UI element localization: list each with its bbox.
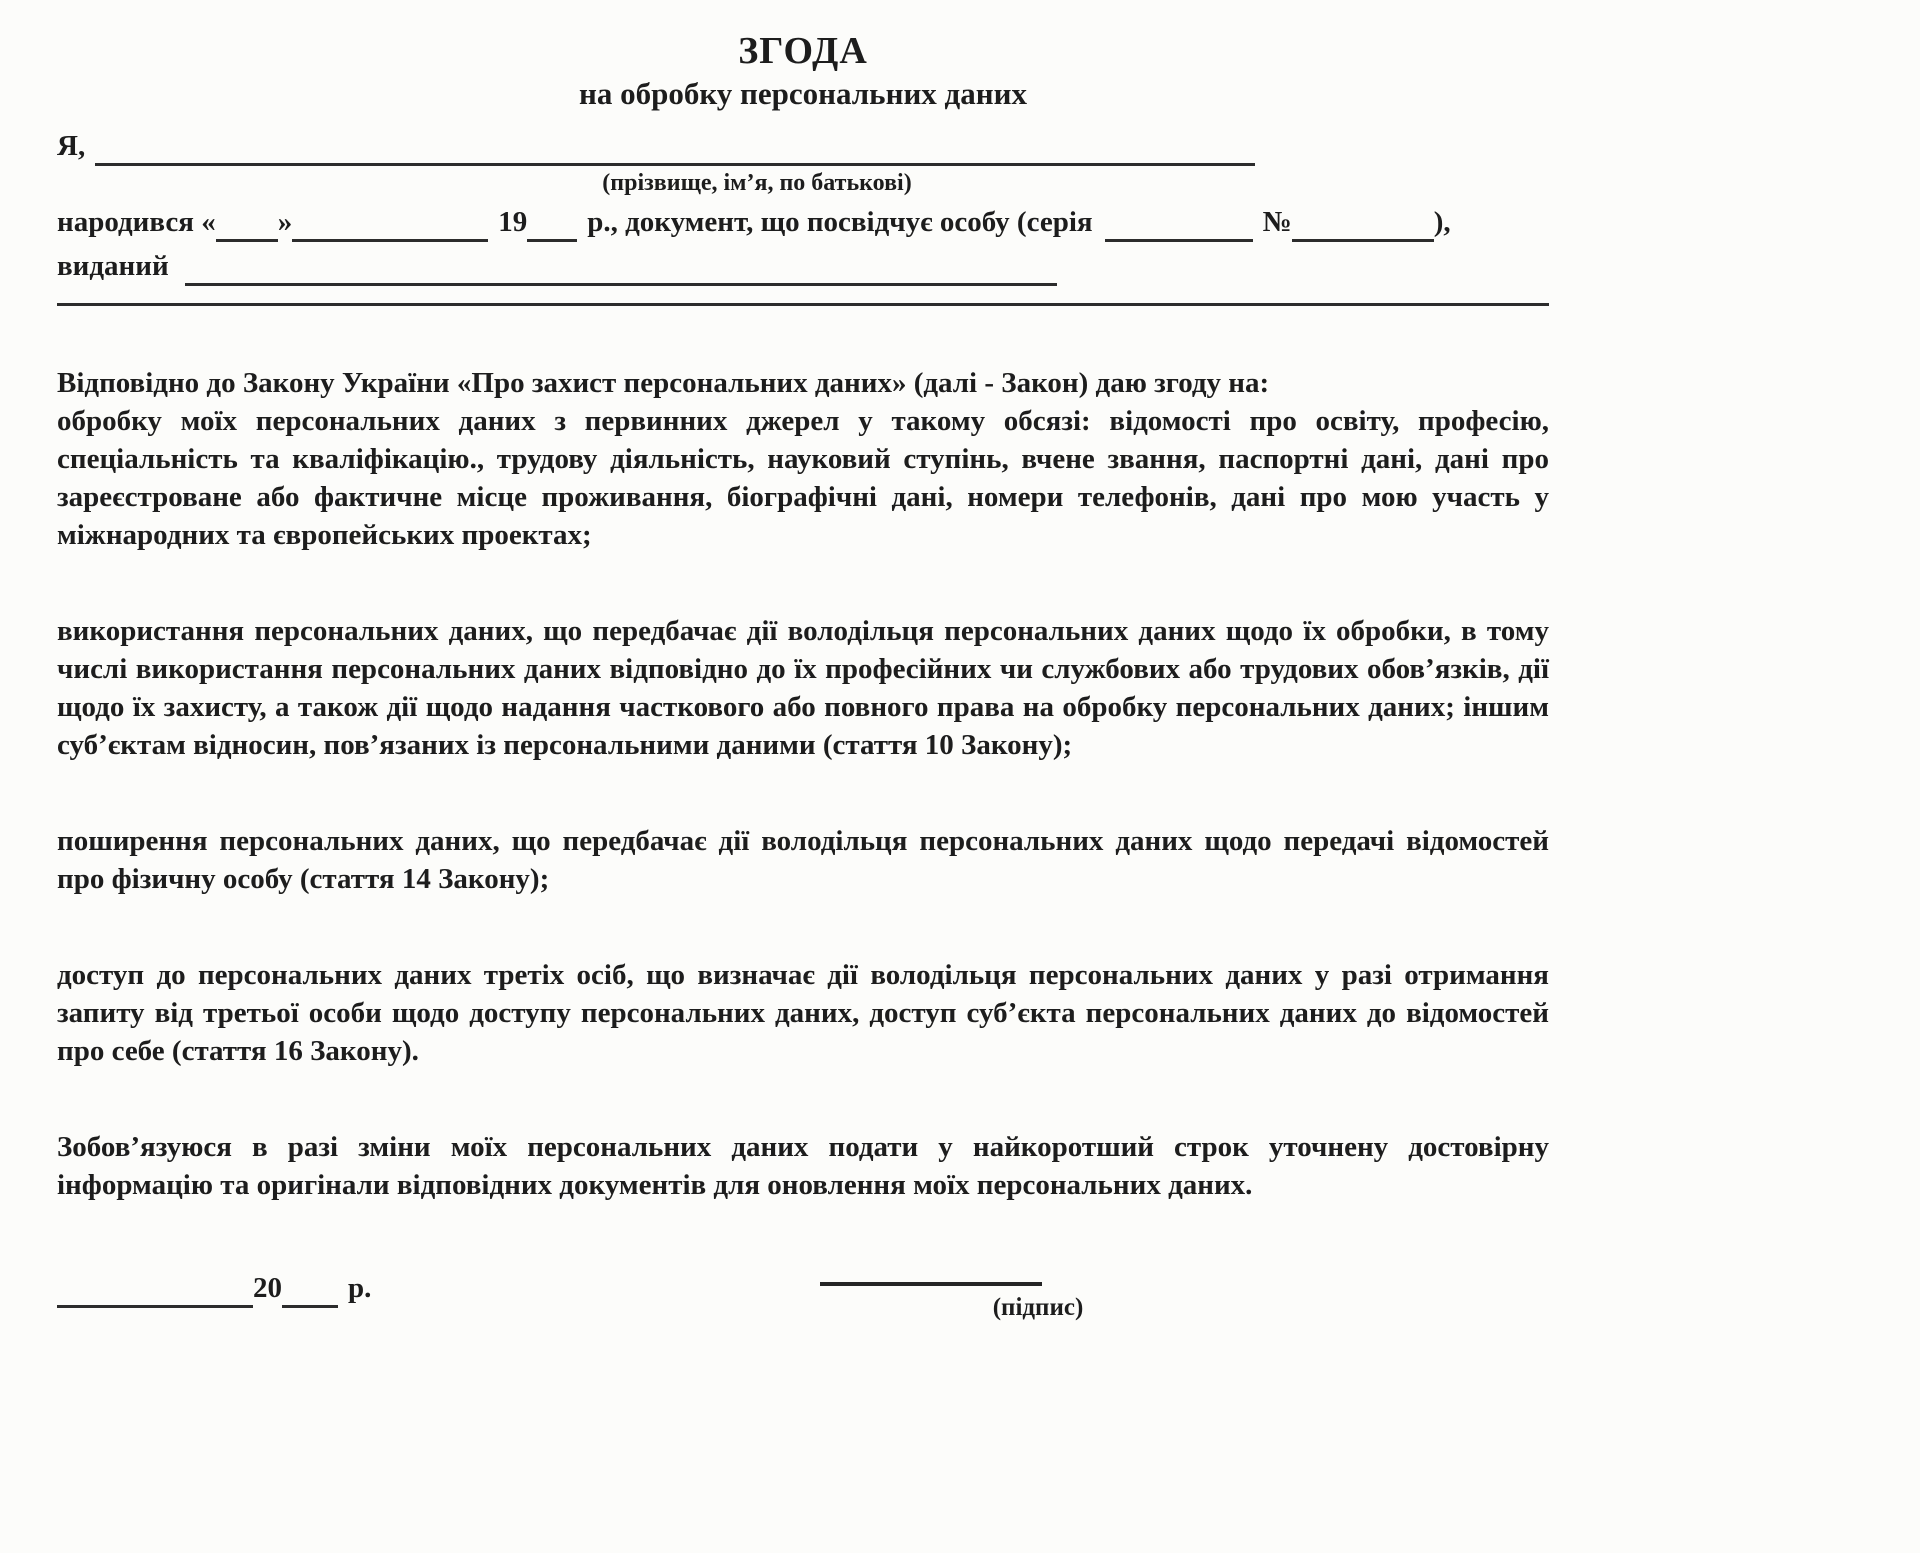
- full-name-caption: (прізвище, ім’я, по батькові): [602, 170, 912, 196]
- birth-and-id-row: [57, 202, 1549, 242]
- i-label: Я,: [57, 130, 86, 162]
- signature-block: [820, 1282, 1118, 1322]
- document-title: ЗГОДА: [738, 30, 868, 72]
- number-sign-label: №: [1262, 206, 1292, 238]
- issued-label: виданий: [57, 250, 169, 282]
- full-name-blank-line: [95, 132, 1255, 166]
- birth-day-blank: [216, 208, 278, 242]
- passport-number-blank: [1292, 208, 1434, 242]
- issued-row: [57, 246, 1549, 286]
- year-19-label: 19: [498, 206, 528, 238]
- passport-series-blank: [1105, 208, 1253, 242]
- consent-lead-paragraph: Відповідно до Закону України «Про захист персональних даних» (далі - Закон) даю згоду на:: [57, 367, 1270, 399]
- date-row: [57, 1268, 371, 1308]
- consent-item-paragraph: використання персональних даних, що передбачає дії володільця персональних даних щодо їх обробки, в тому числі використання персональних даних відповідно до їх професійних чи службових або трудових обов’язків, дії щодо їх захисту, а також дії щодо надання часткового або повного права на обробку персональних даних; іншим суб’єктам відносин, пов’язаних із персональними даними (стаття 10 Закону);: [57, 615, 1549, 761]
- issued-blank-line-2: [57, 286, 1549, 306]
- consent-item-paragraph: обробку моїх персональних даних з первинних джерел у такому обсязі: відомості про освіту, професію, спеціальність та кваліфікацію., трудову діяльність, науковий ступінь, вчене звання, паспортні дані, дані про зареєстроване або фактичне місце проживання, біографічні дані, номери телефонів, дані про мою участь у міжнародних та європейських проектах;: [57, 405, 1549, 551]
- year-20-label: 20: [253, 1272, 282, 1304]
- full-name-row: [57, 126, 1255, 166]
- date-year-blank: [282, 1274, 338, 1308]
- signature-line: [820, 1282, 1042, 1286]
- birth-year-blank: [527, 208, 577, 242]
- consent-item-paragraph: поширення персональних даних, що передбачає дії володільця персональних даних щодо передачі відомостей про фізичну особу (стаття 14 Закону);: [57, 825, 1549, 895]
- consent-item-paragraph: доступ до персональних даних третіх осіб, що визначає дії володільця персональних даних у разі отримання запиту від третьої особи щодо доступу персональних даних, доступ суб’єкта персональних даних до відомостей про себе (стаття 16 Закону).: [57, 959, 1549, 1067]
- obligation-paragraph: Зобов’язуюся в разі зміни моїх персональних даних подати у найкоротший строк уточнену достовірну інформацію та оригінали відповідних документів для оновлення моїх персональних даних.: [57, 1131, 1549, 1201]
- footer: [57, 1268, 1549, 1378]
- date-blank: [57, 1274, 253, 1308]
- document-page: [57, 28, 1549, 1378]
- issued-blank-line-1: [185, 252, 1057, 286]
- birth-month-blank: [292, 208, 488, 242]
- born-label: народився «: [57, 206, 216, 238]
- year-suffix-label: р.: [348, 1272, 372, 1304]
- signature-caption: (підпис): [992, 1294, 1084, 1321]
- document-subtitle: на обробку персональних даних: [579, 76, 1027, 111]
- id-document-label: р., документ, що посвідчує особу (серія: [587, 206, 1093, 238]
- quote-close-label: »: [277, 206, 293, 238]
- paren-close-label: ),: [1433, 206, 1451, 238]
